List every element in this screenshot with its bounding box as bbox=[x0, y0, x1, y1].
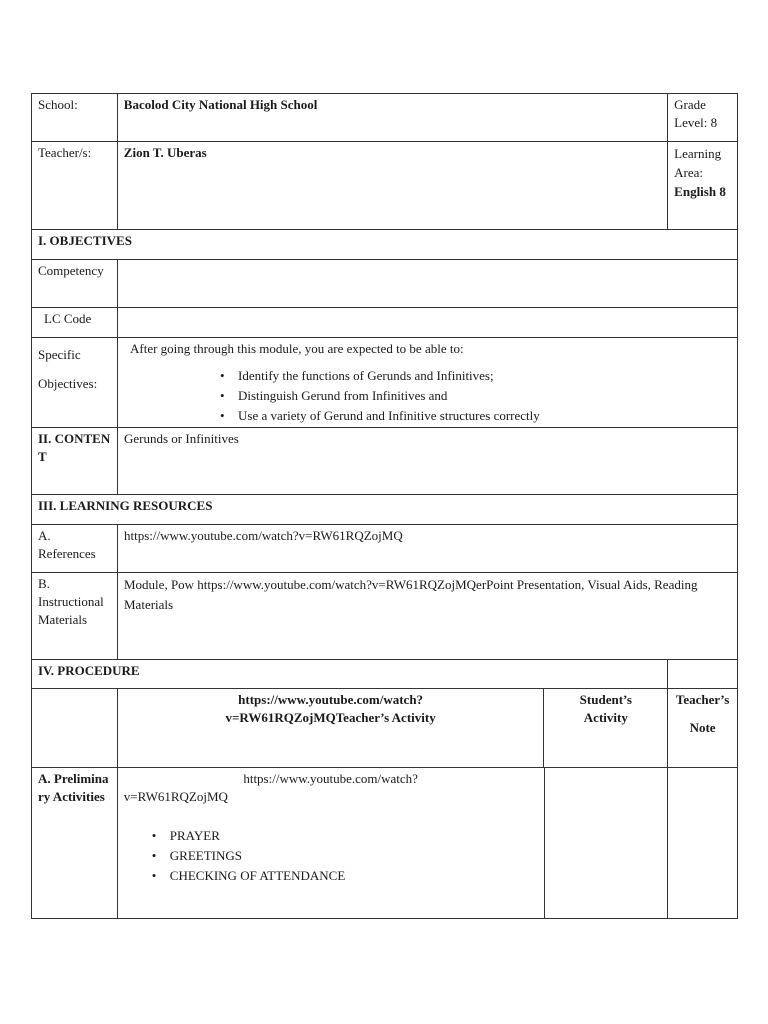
preliminary-item: • GREETINGS bbox=[146, 846, 538, 866]
school-value: Bacolod City National High School bbox=[117, 94, 667, 141]
grade-value: 8 bbox=[710, 115, 718, 130]
preliminary-item: • PRAYER bbox=[146, 826, 538, 846]
learning-area-cell bbox=[667, 142, 737, 229]
teacher-value: Zion T. Uberas bbox=[117, 142, 667, 229]
preliminary-item: • CHECKING OF ATTENDANCE bbox=[146, 866, 538, 886]
competency-label: Competency bbox=[38, 263, 104, 278]
lc-code-row bbox=[31, 308, 738, 338]
teacher-activity-header-line2: v=RW61RQZojMQTeacher’s Activity bbox=[225, 710, 436, 725]
procedure-columns-blank bbox=[32, 689, 117, 767]
learning-area-value: English 8 bbox=[674, 184, 726, 199]
content-label: II. CONTENT bbox=[38, 431, 111, 464]
learning-area-label: Learning Area: bbox=[674, 146, 722, 180]
teacher-note-header-line1: Teacher’s bbox=[675, 692, 730, 707]
competency-row bbox=[31, 260, 738, 308]
lesson-plan-table bbox=[31, 93, 738, 919]
objectives-intro: After going through this module, you are expected to be able to: bbox=[130, 341, 464, 356]
preliminary-activities-label: A. Preliminary Activities bbox=[38, 771, 109, 804]
specific-objectives-label: Specific Objectives: bbox=[38, 347, 98, 391]
content-row bbox=[31, 428, 738, 495]
instructional-materials-label: B. Instructional Materials bbox=[38, 576, 104, 627]
lc-code-value bbox=[117, 308, 737, 337]
teacher-activity-header-line1: https://www.youtube.com/watch? bbox=[238, 692, 424, 707]
student-activity-header: Student’s Activity bbox=[543, 689, 667, 767]
school-row bbox=[31, 93, 738, 142]
objective-item: • Identify the functions of Gerunds and Infinitives; bbox=[214, 366, 731, 386]
objective-item: • Distinguish Gerund from Infinitives and bbox=[214, 386, 731, 406]
resources-heading: III. LEARNING RESOURCES bbox=[38, 498, 213, 513]
procedure-columns-row bbox=[31, 689, 738, 768]
specific-objectives-content bbox=[117, 338, 737, 427]
procedure-heading: IV. PROCEDURE bbox=[38, 663, 140, 678]
teacher-activity-header bbox=[117, 689, 544, 767]
teacher-note-header-line2: Note bbox=[689, 720, 716, 735]
instructional-materials-value: Module, Pow https://www.youtube.com/watch?v=RW61RQZojMQerPoint Presentation, Visual Aids, Reading Materials bbox=[117, 573, 737, 659]
preliminary-student-activity bbox=[544, 768, 668, 918]
references-link[interactable]: https://www.youtube.com/watch?v=RW61RQZojMQ bbox=[117, 525, 737, 572]
grade-label: Grade Level: bbox=[674, 97, 708, 130]
grade-cell bbox=[667, 94, 737, 141]
procedure-heading-row bbox=[31, 660, 738, 689]
objectives-list bbox=[130, 366, 731, 426]
specific-objectives-row bbox=[31, 338, 738, 428]
references-label: A. References bbox=[38, 528, 96, 561]
preliminary-teacher-note bbox=[667, 768, 737, 918]
procedure-heading-blank bbox=[667, 660, 737, 688]
preliminary-url-line2[interactable]: v=RW61RQZojMQ bbox=[123, 789, 228, 804]
objectives-heading-row bbox=[31, 230, 738, 260]
competency-value bbox=[117, 260, 737, 307]
references-row bbox=[31, 525, 738, 573]
content-value: Gerunds or Infinitives bbox=[117, 428, 737, 494]
resources-heading-row bbox=[31, 495, 738, 525]
preliminary-url-line1[interactable]: https://www.youtube.com/watch? bbox=[243, 771, 418, 786]
teacher-label: Teacher/s: bbox=[38, 145, 92, 160]
preliminary-activities-row bbox=[31, 768, 738, 919]
teacher-note-header bbox=[667, 689, 737, 767]
preliminary-activities-content bbox=[117, 768, 544, 918]
school-label: School: bbox=[38, 97, 78, 112]
objectives-heading: I. OBJECTIVES bbox=[38, 233, 132, 248]
teacher-row bbox=[31, 142, 738, 230]
preliminary-list bbox=[124, 826, 538, 886]
instructional-materials-row bbox=[31, 573, 738, 660]
lc-code-label: LC Code bbox=[44, 311, 92, 326]
objective-item: • Use a variety of Gerund and Infinitive structures correctly bbox=[214, 406, 731, 426]
